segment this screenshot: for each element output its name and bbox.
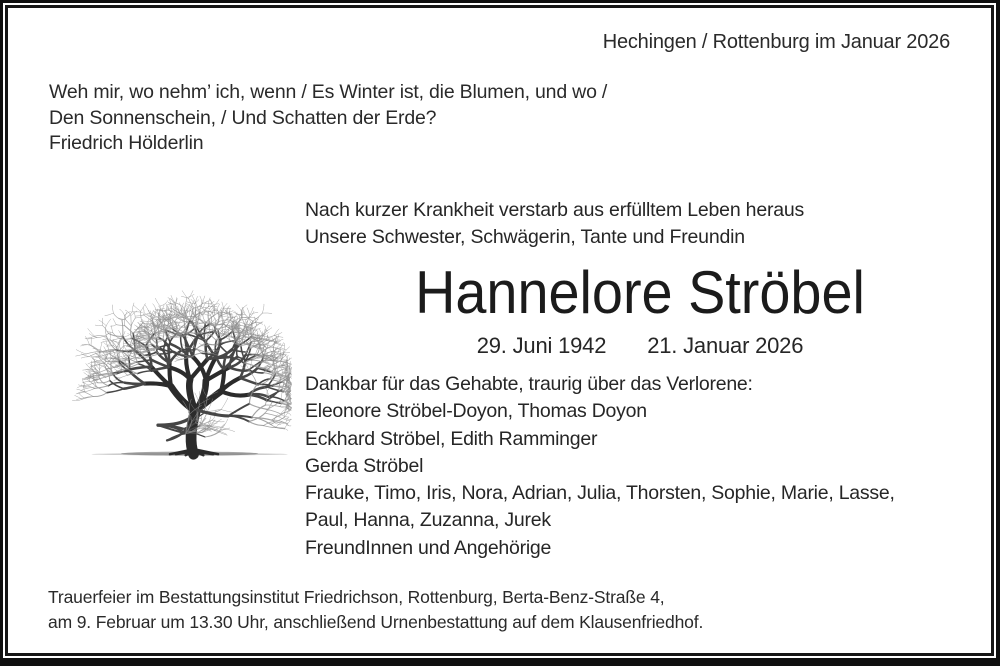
poem-line: Den Sonnenschein, / Und Schatten der Erde?	[49, 106, 437, 129]
tree-illustration	[33, 206, 305, 466]
intro-block	[305, 197, 804, 251]
mourner-line: FreundInnen und Angehörige	[305, 536, 552, 559]
funeral-line: Trauerfeier im Bestattungsinstitut Friedrichson, Rottenburg, Berta-Benz-Straße 4,	[48, 587, 665, 607]
funeral-line: am 9. Februar um 13.30 Uhr, anschließend Urnenbestattung auf dem Klausenfriedhof.	[48, 612, 704, 632]
life-dates	[305, 333, 975, 359]
tree-branches	[72, 291, 291, 456]
deceased-name: Hannelore Ströbel	[415, 259, 865, 326]
intro-line: Unsere Schwester, Schwägerin, Tante und Freundin	[305, 226, 745, 248]
poem-attribution: Friedrich Hölderlin	[49, 132, 204, 154]
mourner-line: Eleonore Ströbel-Doyon, Thomas Doyon	[305, 400, 647, 423]
mourner-line: Frauke, Timo, Iris, Nora, Adrian, Julia, Thorsten, Sophie, Marie, Lasse,	[305, 482, 895, 505]
death-date: 21. Januar 2026	[647, 333, 804, 358]
intro-line: Nach kurzer Krankheit verstarb aus erfülltem Leben heraus	[305, 199, 805, 221]
mourner-line: Paul, Hanna, Zuzanna, Jurek	[305, 509, 551, 532]
funeral-info	[48, 585, 703, 635]
poem-block	[49, 80, 607, 157]
dateline: Hechingen / Rottenburg im Januar 2026	[602, 31, 950, 53]
mourners-block	[305, 371, 895, 562]
tree-svg	[33, 206, 305, 466]
poem-line: Weh mir, wo nehm’ ich, wenn / Es Winter ist, die Blumen, und wo /	[49, 81, 608, 103]
mourning-intro: Dankbar für das Gehabte, traurig über das Verlorene:	[305, 373, 753, 395]
mourner-line: Eckhard Ströbel, Edith Ramminger	[305, 427, 598, 450]
birth-date: 29. Juni 1942	[476, 333, 607, 358]
mourner-line: Gerda Ströbel	[305, 454, 424, 477]
